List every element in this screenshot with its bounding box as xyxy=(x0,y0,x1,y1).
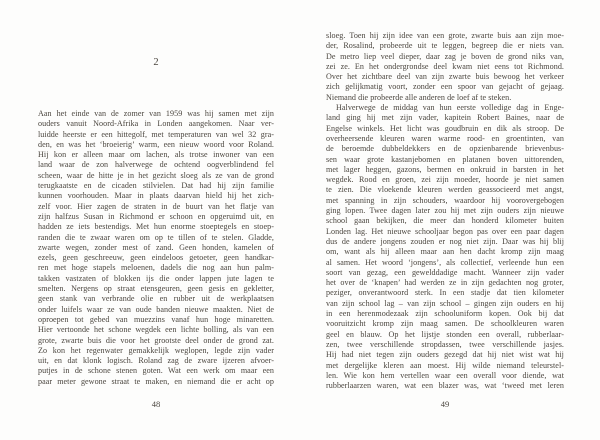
text-line: onder luifels waar ze van oude banden nieuwe maakten. Niet de xyxy=(38,304,274,314)
text-line: rubberlaarzen waren, wat een blazer was, wat ‘tweed met leren xyxy=(326,381,564,391)
text-line: takken vastzaten of blokken ijs die onder lappen jute lagen te xyxy=(38,273,274,283)
text-line: ezels, geen geschreeuw, geen eindeloos getoeter, geen handkar- xyxy=(38,253,274,263)
text-line: zen, twee verschillende stropdassen, twee verschillende jasjes. xyxy=(326,339,564,349)
text-line: zwarte wegen, zonder mest of zand. Geen honden, kamelen of xyxy=(38,242,274,252)
text-line: sloeg. Toen hij zijn idee van een grote, zwarte buis aan zijn moe- xyxy=(326,31,564,40)
text-line: kunnen voorhouden. Maar in plaats daarvan hield hij het zich- xyxy=(38,191,274,201)
text-line: zelf voor. Hier zagen de straten in de buurt van het flatje van xyxy=(38,201,274,211)
text-line: in een herenmodezaak zijn schooluniform kopen. Ook bij dat xyxy=(326,309,564,319)
text-line: overheersende kleuren waren warme rood- en groentinten, van xyxy=(326,133,564,143)
text-line: putjes in de schone stenen goten. Wat een werk om maar een xyxy=(38,366,274,376)
text-line: te zien. Die vloekende kleuren werden geassocieerd met angst, xyxy=(326,185,564,195)
text-line: Aan het einde van de zomer van 1959 was hij samen met zijn xyxy=(38,109,274,118)
text-line: De metro liep veel dieper, daar zag je boven de grond niks van, xyxy=(326,51,564,61)
text-line: oproepen tot gebed van muezzins vanaf hun hoge minaretten. xyxy=(38,314,274,324)
text-line: paar meter gewone straat te maken, en niemand die er acht op xyxy=(38,376,274,386)
text-line: uit, en dat klonk logisch. Roland zag de zware ijzeren afvoer- xyxy=(38,356,274,366)
text-line: scheen, waar de hitte je in het gezicht sloeg als ze van de grond xyxy=(38,170,274,180)
page-number-right: 49 xyxy=(440,399,450,409)
text-line: zich gelijkmatig voort, zonder een spoor van gejacht of gejaag. xyxy=(326,82,564,92)
text-line: school gaan bekijken, die meer dan honderd kilometer buiten xyxy=(326,216,564,226)
page-right xyxy=(326,0,564,440)
text-line: terugkaatste en de cicaden stilvielen. Dat had hij zijn familie xyxy=(38,181,274,191)
page-left-text xyxy=(38,109,274,387)
text-line: wegdek. Rood en groen, zei zijn moeder, hoorde je niet samen xyxy=(326,175,564,185)
text-line: ging lopen. Twee dagen later zou hij met zijn ouders zijn nieuwe xyxy=(326,206,564,216)
text-line: van zijn school lag – van zijn school – gingen zijn ouders en hij xyxy=(326,298,564,308)
text-line: zijn halfzus Susan in Richmond er schoon en opgeruimd uit, en xyxy=(38,211,274,221)
text-line: len. Wie kon hem vertellen waar een overall voor diende, wat xyxy=(326,370,564,380)
page-right-text xyxy=(326,31,564,391)
text-line: om, want als hij alleen maar aan hen dacht kromp zijn maag xyxy=(326,247,564,257)
text-line: luidde heerste er een hittegolf, met temperaturen van wel 32 gra- xyxy=(38,129,274,139)
text-line: vooruitzicht kromp zijn maag samen. De schoolkleuren waren xyxy=(326,319,564,329)
text-line: geel en blauw. Op het lijstje stonden een overall, rubberlaar- xyxy=(326,329,564,339)
text-line: ouders vanuit Noord-Afrika in Londen aangekomen. Naar ver- xyxy=(38,119,274,129)
text-line: Londen lag. Het nieuwe schooljaar begon pas over een paar dagen xyxy=(326,226,564,236)
text-line: sen waar grote kastanjebomen en platanen boven uittorenden, xyxy=(326,154,564,164)
text-line: met dergelijke kleren aan moest. Hij wilde niemand teleurstel- xyxy=(326,360,564,370)
text-line: Hij had niet tegen zijn ouders gezegd dat hij niet wist wat hij xyxy=(326,350,564,360)
text-line: dus de andere jongens zouden er nog niet zijn. Daar was hij blij xyxy=(326,236,564,246)
text-line: het over de ‘knapen’ had werden ze in zijn gedachten nog groter, xyxy=(326,278,564,288)
text-line: al samen. Het woord ‘jongens’, als collectief, verleende hun een xyxy=(326,257,564,267)
page-left xyxy=(38,0,274,440)
text-line: geen stank van verbrande olie en rubber uit de werkplaatsen xyxy=(38,294,274,304)
text-line: land ging hij met zijn vader, kapitein Robert Baines, naar de xyxy=(326,113,564,123)
text-line: Over het zichtbare deel van zijn zwarte buis bewoog het verkeer xyxy=(326,72,564,82)
text-line: Hij kon er alleen maar om lachen, als trotse inwoner van een xyxy=(38,150,274,160)
text-line: randen die te zwaar waren om op te tillen of te stelen. Gladde, xyxy=(38,232,274,242)
text-line: ren met hoge stapels meloenen, dadels die nog aan hun palm- xyxy=(38,263,274,273)
text-line: den, en was het ‘broeierig’ warm, een nieuw woord voor Roland. xyxy=(38,139,274,149)
text-line: met spanning in zijn schouders, waardoor hij voorovergebogen xyxy=(326,195,564,205)
text-line: de beroemde dubbeldekkers en de opzienbarende brievenbus- xyxy=(326,144,564,154)
text-line: Niemand die probeerde alle anderen de loef af te steken. xyxy=(326,92,512,102)
page-number-left: 48 xyxy=(151,399,161,409)
text-line: met lager heggen, gazons, bermen en onkruid in barsten in het xyxy=(326,164,564,174)
text-line: Hier vertoonde het schone wegdek een lichte bolling, als van een xyxy=(38,325,274,335)
text-line: hadden ze iets bestendigs. Met hun enorme stoeptegels en stoep- xyxy=(38,222,274,232)
text-line: grote, zwarte buis die voor het grootste deel onder de grond zat. xyxy=(38,335,274,345)
text-line: soort van gezag, een gewelddadige macht. Wanneer zijn vader xyxy=(326,267,564,277)
text-line: zei ze. En het ondergrondse deel kwam niet eens tot Richmond. xyxy=(326,61,564,71)
text-line: Engelse winkels. Het licht was goudbruin en dik als stroop. De xyxy=(326,123,564,133)
text-line: smelten. Nergens op straat etensgeuren, geen gesis en gekletter, xyxy=(38,284,274,294)
text-line: land waar de zon halverwege de ochtend oogverblindend fel xyxy=(38,160,274,170)
text-line: Halverwege de middag van hun eerste volledige dag in Enge- xyxy=(336,103,564,113)
text-line: peziger, onverantwoord sterk. In een stadje dat tien kilometer xyxy=(326,288,564,298)
text-line: der, Rosalind, probeerde uit te leggen, begreep die er niets van. xyxy=(326,41,564,51)
text-line: Zo kon het regenwater gemakkelijk weglopen, legde zijn vader xyxy=(38,345,274,355)
chapter-number: 2 xyxy=(153,57,159,68)
